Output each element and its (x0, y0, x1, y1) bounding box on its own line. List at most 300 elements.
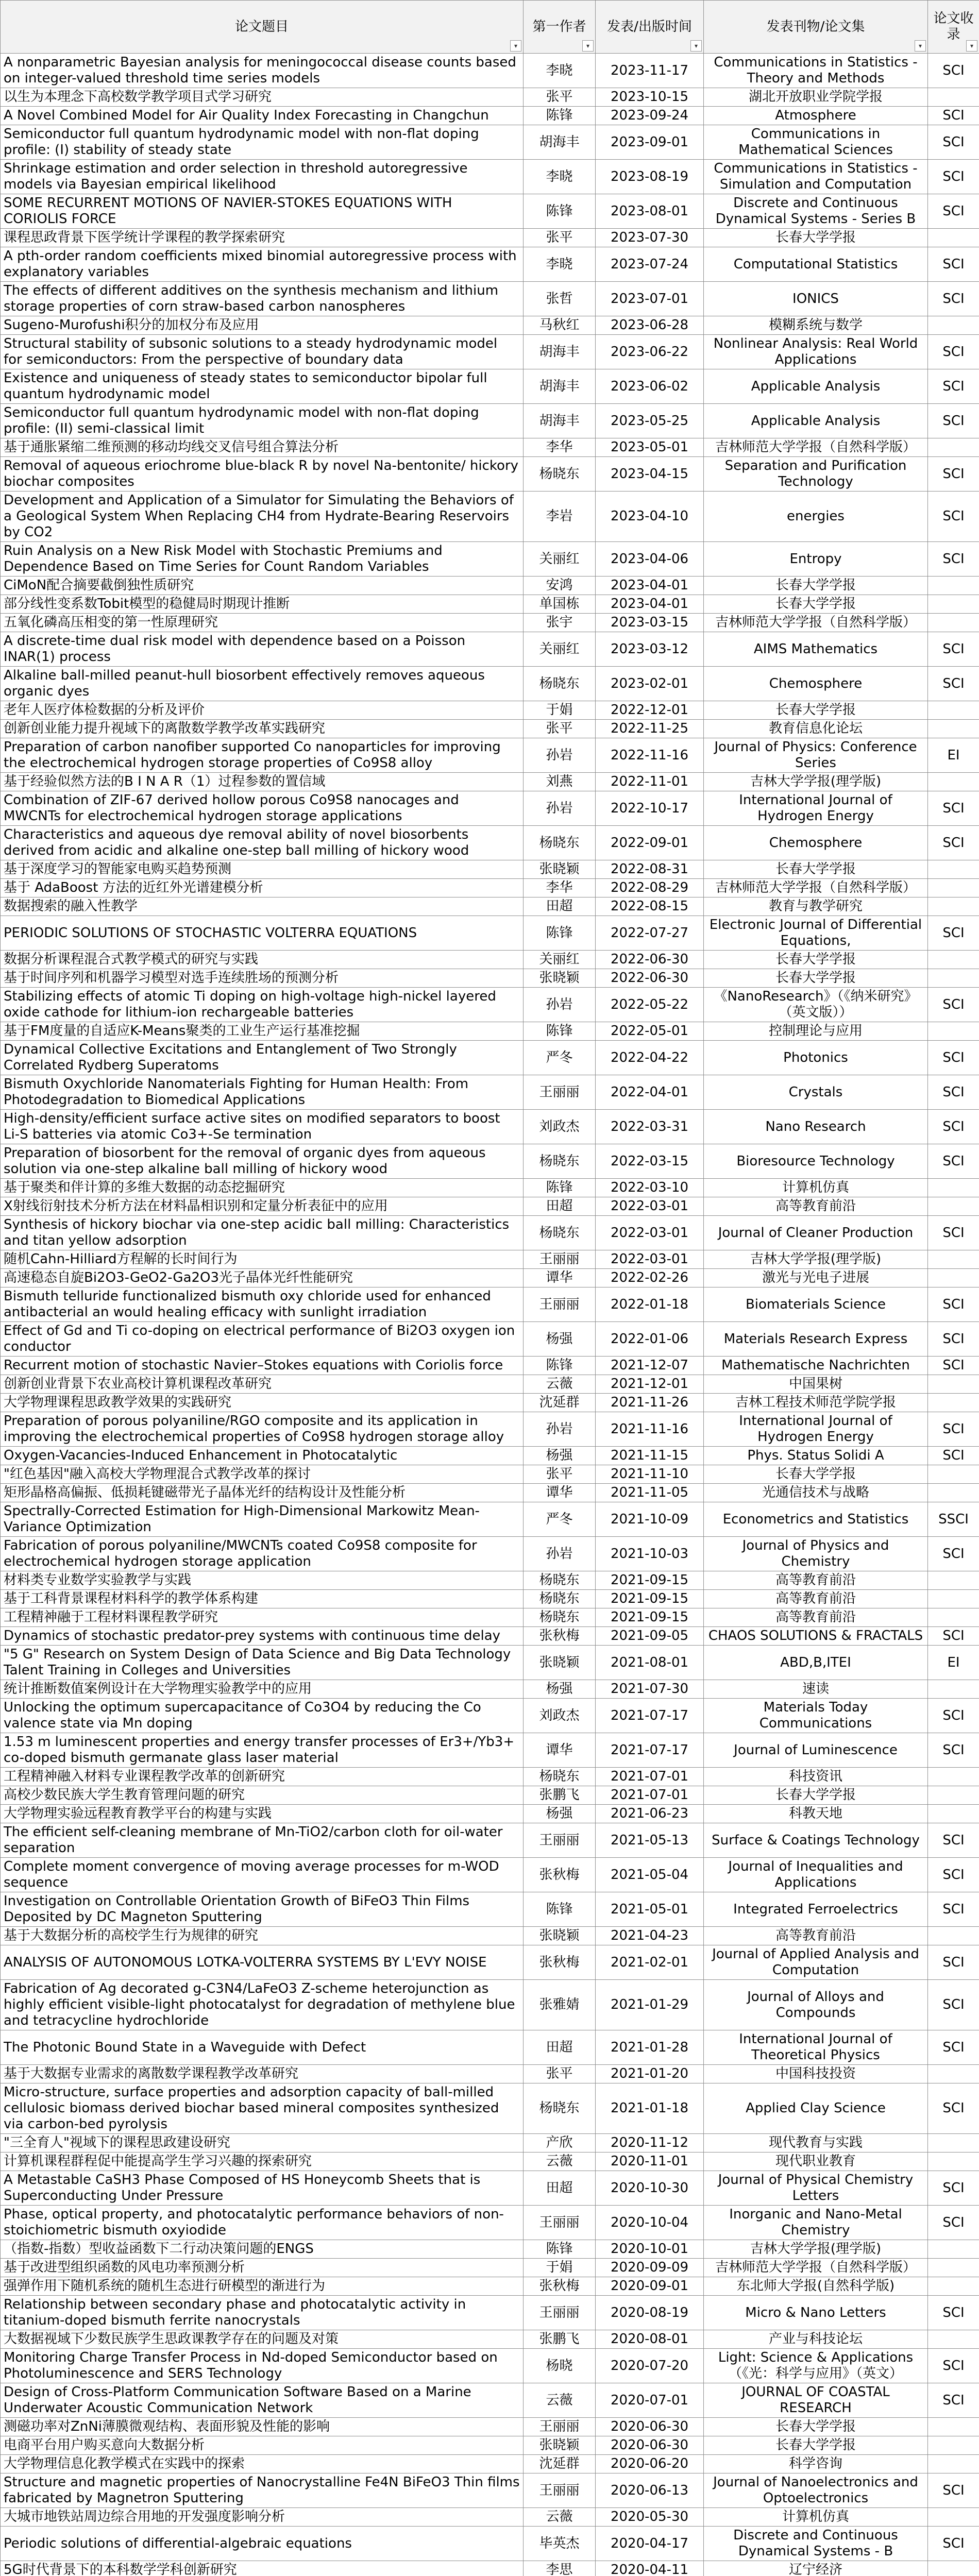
author-cell[interactable]: 胡海丰 (524, 369, 596, 404)
venue-cell[interactable]: 高等教育前沿 (704, 1927, 928, 1945)
author-cell[interactable]: 严冬 (524, 1502, 596, 1537)
author-cell[interactable]: 杨晓 (524, 2349, 596, 2383)
date-cell[interactable]: 2022-07-27 (596, 916, 704, 951)
venue-cell[interactable]: Nonlinear Analysis: Real World Applications (704, 335, 928, 369)
date-cell[interactable]: 2020-10-01 (596, 2240, 704, 2259)
title-cell[interactable]: 数据分析课程混合式教学模式的研究与实践 (1, 951, 524, 969)
date-cell[interactable]: 2021-01-20 (596, 2065, 704, 2083)
title-cell[interactable]: SOME RECURRENT MOTIONS OF NAVIER-STOKES EQUATIONS WITH CORIOLIS FORCE (1, 194, 524, 229)
venue-cell[interactable]: energies (704, 492, 928, 542)
venue-cell[interactable]: Journal of Luminescence (704, 1733, 928, 1768)
venue-cell[interactable]: 辽宁经济 (704, 2561, 928, 2576)
column-header-author[interactable] (524, 1, 596, 54)
venue-cell[interactable]: Bioresource Technology (704, 1144, 928, 1179)
title-cell[interactable]: Dynamics of stochastic predator-prey systems with continuous time delay (1, 1627, 524, 1646)
date-cell[interactable]: 2020-05-30 (596, 2508, 704, 2527)
venue-cell[interactable]: 吉林师范大学学报（自然科学版） (704, 614, 928, 632)
date-cell[interactable]: 2023-07-24 (596, 247, 704, 282)
date-cell[interactable]: 2022-03-10 (596, 1179, 704, 1197)
date-cell[interactable]: 2023-10-15 (596, 88, 704, 107)
index-cell[interactable] (928, 1786, 979, 1805)
date-cell[interactable]: 2020-10-30 (596, 2171, 704, 2206)
venue-cell[interactable]: Surface & Coatings Technology (704, 1823, 928, 1858)
index-cell[interactable] (928, 2418, 979, 2436)
venue-cell[interactable]: 长春大学学报 (704, 577, 928, 595)
date-cell[interactable]: 2021-05-04 (596, 1858, 704, 1892)
date-cell[interactable]: 2023-07-30 (596, 229, 704, 247)
venue-cell[interactable]: 计算机仿真 (704, 1179, 928, 1197)
index-cell[interactable]: SCI (928, 1041, 979, 1075)
date-cell[interactable]: 2021-12-07 (596, 1357, 704, 1375)
index-cell[interactable]: EI (928, 738, 979, 773)
title-cell[interactable]: 大学物理实验远程教育教学平台的构建与实践 (1, 1805, 524, 1823)
date-cell[interactable]: 2023-04-06 (596, 542, 704, 577)
venue-cell[interactable]: International Journal of Theoretical Physics (704, 2030, 928, 2065)
date-cell[interactable]: 2022-08-15 (596, 897, 704, 916)
index-cell[interactable] (928, 1197, 979, 1216)
index-cell[interactable]: SCI (928, 404, 979, 438)
venue-cell[interactable]: 吉林师范大学学报（自然科学版） (704, 438, 928, 457)
author-cell[interactable]: 王丽丽 (524, 1823, 596, 1858)
venue-cell[interactable]: Chemosphere (704, 667, 928, 701)
venue-cell[interactable]: Integrated Ferroelectrics (704, 1892, 928, 1927)
venue-cell[interactable]: 现代教育与实践 (704, 2134, 928, 2153)
date-cell[interactable]: 2020-08-19 (596, 2296, 704, 2330)
title-cell[interactable]: Structural stability of subsonic solutions to a steady hydrodynamic model for semiconductors: From the perspective of boundary data (1, 335, 524, 369)
title-cell[interactable]: Structure and magnetic properties of Nanocrystalline Fe4N BiFeO3 Thin films fabricated by Magnetron Sputtering (1, 2473, 524, 2508)
author-cell[interactable]: 王丽丽 (524, 1075, 596, 1110)
title-cell[interactable]: The efficient self-cleaning membrane of Mn-TiO2/carbon cloth for oil-water separation (1, 1823, 524, 1858)
index-cell[interactable] (928, 720, 979, 738)
title-cell[interactable]: 材料类专业数学实验教学与实践 (1, 1571, 524, 1590)
date-cell[interactable]: 2021-07-17 (596, 1733, 704, 1768)
title-cell[interactable]: 基于经验似然方法的B I N A R（1）过程参数的置信域 (1, 773, 524, 791)
index-cell[interactable]: SCI (928, 194, 979, 229)
author-cell[interactable]: 沈延群 (524, 2455, 596, 2473)
author-cell[interactable]: 于娟 (524, 701, 596, 720)
index-cell[interactable] (928, 1805, 979, 1823)
date-cell[interactable]: 2022-11-25 (596, 720, 704, 738)
index-cell[interactable]: SCI (928, 542, 979, 577)
author-cell[interactable]: 张秋梅 (524, 1858, 596, 1892)
date-cell[interactable]: 2020-11-12 (596, 2134, 704, 2153)
date-cell[interactable]: 2022-11-01 (596, 773, 704, 791)
author-cell[interactable]: 云薇 (524, 2153, 596, 2171)
title-cell[interactable]: Removal of aqueous eriochrome blue-black R by novel Na-bentonite/ hickory biochar composites (1, 457, 524, 492)
index-cell[interactable] (928, 1927, 979, 1945)
date-cell[interactable]: 2023-05-25 (596, 404, 704, 438)
index-cell[interactable] (928, 614, 979, 632)
venue-cell[interactable]: CHAOS SOLUTIONS & FRACTALS (704, 1627, 928, 1646)
author-cell[interactable]: 产欣 (524, 2134, 596, 2153)
title-cell[interactable]: Fabrication of Ag decorated g-C3N4/LaFeO3 Z-scheme heterojunction as highly efficient visible-light photocatalyst for degradation of methylene blue and tetracycline hydrochloride (1, 1980, 524, 2030)
dropdown-arrow-icon[interactable]: ▾ (510, 40, 521, 52)
index-cell[interactable]: SCI (928, 2083, 979, 2134)
venue-cell[interactable]: International Journal of Hydrogen Energy (704, 1412, 928, 1447)
date-cell[interactable]: 2023-06-28 (596, 316, 704, 335)
title-cell[interactable]: "红色基因"融入高校大学物理混合式教学改革的探讨 (1, 1465, 524, 1484)
title-cell[interactable]: Ruin Analysis on a New Risk Model with Stochastic Premiums and Dependence Based on Time Series for Count Random Variables (1, 542, 524, 577)
title-cell[interactable]: Complete moment convergence of moving average processes for m-WOD sequence (1, 1858, 524, 1892)
index-cell[interactable]: SCI (928, 1858, 979, 1892)
date-cell[interactable]: 2022-08-31 (596, 860, 704, 879)
title-cell[interactable]: Shrinkage estimation and order selection in threshold autoregressive models via Bayesian empirical likelihood (1, 160, 524, 194)
date-cell[interactable]: 2022-04-22 (596, 1041, 704, 1075)
title-cell[interactable]: 数据搜索的融入性教学 (1, 897, 524, 916)
title-cell[interactable]: Sugeno-Murofushi积分的加权分布及应用 (1, 316, 524, 335)
author-cell[interactable]: 王丽丽 (524, 2206, 596, 2240)
index-cell[interactable]: SCI (928, 54, 979, 88)
date-cell[interactable]: 2022-10-17 (596, 791, 704, 826)
date-cell[interactable]: 2020-09-01 (596, 2277, 704, 2296)
title-cell[interactable]: Combination of ZIF-67 derived hollow porous Co9S8 nanocages and MWCNTs for electrochemical hydrogen storage applications (1, 791, 524, 826)
author-cell[interactable]: 张宇 (524, 614, 596, 632)
title-cell[interactable]: A nonparametric Bayesian analysis for meningococcal disease counts based on integer-valued threshold time series models (1, 54, 524, 88)
date-cell[interactable]: 2020-07-20 (596, 2349, 704, 2383)
title-cell[interactable]: Monitoring Charge Transfer Process in Nd-doped Semiconductor based on Photoluminescence and SERS Technology (1, 2349, 524, 2383)
date-cell[interactable]: 2021-12-01 (596, 1375, 704, 1394)
title-cell[interactable]: 部分线性变系数Tobit模型的稳健局时期现计推断 (1, 595, 524, 614)
date-cell[interactable]: 2021-07-17 (596, 1699, 704, 1733)
author-cell[interactable]: 云薇 (524, 1375, 596, 1394)
date-cell[interactable]: 2023-03-12 (596, 632, 704, 667)
author-cell[interactable]: 杨晓东 (524, 667, 596, 701)
title-cell[interactable]: 基于时间序列和机器学习模型对选手连续胜场的预测分析 (1, 969, 524, 988)
author-cell[interactable]: 杨晓东 (524, 826, 596, 860)
author-cell[interactable]: 王丽丽 (524, 1287, 596, 1322)
venue-cell[interactable]: 吉林大学学报(理学版) (704, 1250, 928, 1269)
venue-cell[interactable]: Journal of Nanoelectronics and Optoelectronics (704, 2473, 928, 2508)
author-cell[interactable]: 杨晓东 (524, 1144, 596, 1179)
title-cell[interactable]: Recurrent motion of stochastic Navier–Stokes equations with Coriolis force (1, 1357, 524, 1375)
index-cell[interactable]: SCI (928, 107, 979, 125)
index-cell[interactable]: SCI (928, 1699, 979, 1733)
author-cell[interactable]: 关丽红 (524, 951, 596, 969)
index-cell[interactable]: SCI (928, 1447, 979, 1465)
date-cell[interactable]: 2023-02-01 (596, 667, 704, 701)
index-cell[interactable]: SCI (928, 632, 979, 667)
date-cell[interactable]: 2022-03-15 (596, 1144, 704, 1179)
title-cell[interactable]: 基于深度学习的智能家电购买趋势预测 (1, 860, 524, 879)
title-cell[interactable]: Development and Application of a Simulator for Simulating the Behaviors of a Geological System When Replacing CH4 from Hydrate-Bearing Reservoirs by CO2 (1, 492, 524, 542)
author-cell[interactable]: 陈锋 (524, 1179, 596, 1197)
title-cell[interactable]: 创新创业背景下农业高校计算机课程改革研究 (1, 1375, 524, 1394)
index-cell[interactable] (928, 701, 979, 720)
title-cell[interactable]: 计算机课程群程促中能提高学生学习兴趣的探索研究 (1, 2153, 524, 2171)
column-header-title[interactable] (1, 1, 524, 54)
venue-cell[interactable]: Materials Research Express (704, 1322, 928, 1357)
index-cell[interactable]: SCI (928, 2171, 979, 2206)
venue-cell[interactable]: Journal of Physics and Chemistry (704, 1537, 928, 1571)
title-cell[interactable]: 基于改进型组织函数的风电功率预测分析 (1, 2259, 524, 2277)
title-cell[interactable]: 矩形晶格高偏振、低损耗键磁带光子晶体光纤的结构设计及性能分析 (1, 1484, 524, 1502)
venue-cell[interactable]: Light: Science & Applications（《光：科学与应用》（英文） (704, 2349, 928, 2383)
author-cell[interactable]: 陈锋 (524, 1022, 596, 1041)
venue-cell[interactable]: International Journal of Hydrogen Energy (704, 791, 928, 826)
title-cell[interactable]: 强弹作用下随机系统的随机生态进行研模型的渐进行为 (1, 2277, 524, 2296)
date-cell[interactable]: 2022-03-31 (596, 1110, 704, 1144)
date-cell[interactable]: 2022-11-16 (596, 738, 704, 773)
title-cell[interactable]: 基于通胀紧缩二维预测的移动均线交叉信号组合算法分析 (1, 438, 524, 457)
title-cell[interactable]: （指数-指数）型收益函数下二行动决策问题的ENGS (1, 2240, 524, 2259)
column-header-index[interactable] (928, 1, 979, 54)
index-cell[interactable] (928, 88, 979, 107)
index-cell[interactable]: SCI (928, 2030, 979, 2065)
venue-cell[interactable]: Communications in Statistics - Theory and Methods (704, 54, 928, 88)
index-cell[interactable] (928, 2508, 979, 2527)
author-cell[interactable]: 田超 (524, 897, 596, 916)
title-cell[interactable]: 测磁功率对ZnNi薄膜微观结构、表面形貌及性能的影响 (1, 2418, 524, 2436)
title-cell[interactable]: 工程精神融入材料专业课程教学改革的创新研究 (1, 1768, 524, 1786)
author-cell[interactable]: 李岩 (524, 492, 596, 542)
author-cell[interactable]: 关丽红 (524, 542, 596, 577)
date-cell[interactable]: 2021-11-10 (596, 1465, 704, 1484)
index-cell[interactable]: SCI (928, 1980, 979, 2030)
venue-cell[interactable]: Discrete and Continuous Dynamical Systems - B (704, 2527, 928, 2561)
date-cell[interactable]: 2021-09-05 (596, 1627, 704, 1646)
venue-cell[interactable]: 长春大学学报 (704, 1786, 928, 1805)
index-cell[interactable] (928, 2240, 979, 2259)
date-cell[interactable]: 2021-06-23 (596, 1805, 704, 1823)
title-cell[interactable]: "5 G" Research on System Design of Data Science and Big Data Technology Talent Training in Colleges and Universities (1, 1646, 524, 1680)
author-cell[interactable]: 杨强 (524, 1447, 596, 1465)
title-cell[interactable]: Investigation on Controllable Orientation Growth of BiFeO3 Thin Films Deposited by DC Magneton Sputtering (1, 1892, 524, 1927)
index-cell[interactable] (928, 1250, 979, 1269)
author-cell[interactable]: 沈延群 (524, 1394, 596, 1412)
venue-cell[interactable]: Applicable Analysis (704, 369, 928, 404)
index-cell[interactable]: SCI (928, 1322, 979, 1357)
title-cell[interactable]: Stabilizing effects of atomic Ti doping on high-voltage high-nickel layered oxide cathode for lithium-ion rechargeable batteries (1, 988, 524, 1022)
date-cell[interactable]: 2022-05-01 (596, 1022, 704, 1041)
venue-cell[interactable]: 计算机仿真 (704, 2508, 928, 2527)
title-cell[interactable]: Micro-structure, surface properties and adsorption capacity of ball-milled cellulosic biomass derived biochar based mineral composites synthesized via carbon-bed pyrolysis (1, 2083, 524, 2134)
date-cell[interactable]: 2021-07-01 (596, 1786, 704, 1805)
author-cell[interactable]: 李晓 (524, 247, 596, 282)
author-cell[interactable]: 李思 (524, 2561, 596, 2576)
title-cell[interactable]: 大数据视域下少数民族学生思政课教学存在的问题及对策 (1, 2330, 524, 2349)
date-cell[interactable]: 2020-11-01 (596, 2153, 704, 2171)
index-cell[interactable] (928, 595, 979, 614)
venue-cell[interactable]: 高等教育前沿 (704, 1590, 928, 1608)
title-cell[interactable]: 统计推断数值案例设计在大学物理实验教学中的应用 (1, 1680, 524, 1699)
title-cell[interactable]: 大城市地铁站周边综合用地的开发强度影响分析 (1, 2508, 524, 2527)
title-cell[interactable]: 基于大数据分析的高校学生行为规律的研究 (1, 1927, 524, 1945)
author-cell[interactable]: 陈锋 (524, 916, 596, 951)
venue-cell[interactable]: Materials Today Communications (704, 1699, 928, 1733)
dropdown-arrow-icon[interactable]: ▾ (915, 40, 926, 52)
author-cell[interactable]: 胡海丰 (524, 125, 596, 160)
title-cell[interactable]: Relationship between secondary phase and photocatalytic activity in titanium-doped bismuth ferrite nanocrystals (1, 2296, 524, 2330)
author-cell[interactable]: 陈锋 (524, 107, 596, 125)
venue-cell[interactable]: Journal of Alloys and Compounds (704, 1980, 928, 2030)
venue-cell[interactable]: Communications in Mathematical Sciences (704, 125, 928, 160)
date-cell[interactable]: 2023-09-24 (596, 107, 704, 125)
venue-cell[interactable]: 湖北开放职业学院学报 (704, 88, 928, 107)
title-cell[interactable]: 基于大数据专业需求的离散数学课程教学改革研究 (1, 2065, 524, 2083)
author-cell[interactable]: 谭华 (524, 1484, 596, 1502)
venue-cell[interactable]: 模糊系统与数学 (704, 316, 928, 335)
author-cell[interactable]: 杨强 (524, 1805, 596, 1823)
title-cell[interactable]: 1.53 m luminescent properties and energy transfer processes of Er3+/Yb3+ co-doped bismuth germanate glass laser material (1, 1733, 524, 1768)
date-cell[interactable]: 2020-06-20 (596, 2455, 704, 2473)
title-cell[interactable]: A Novel Combined Model for Air Quality Index Forecasting in Changchun (1, 107, 524, 125)
date-cell[interactable]: 2021-11-05 (596, 1484, 704, 1502)
venue-cell[interactable]: Econometrics and Statistics (704, 1502, 928, 1537)
author-cell[interactable]: 胡海丰 (524, 335, 596, 369)
title-cell[interactable]: 基于 AdaBoost 方法的近红外光谱建模分析 (1, 879, 524, 897)
title-cell[interactable]: Bismuth telluride functionalized bismuth oxy chloride used for enhanced antibacterial an would healing efficacy with sunlight irradiation (1, 1287, 524, 1322)
venue-cell[interactable]: 中国果树 (704, 1375, 928, 1394)
venue-cell[interactable]: Separation and Purification Technology (704, 457, 928, 492)
index-cell[interactable]: SCI (928, 1287, 979, 1322)
date-cell[interactable]: 2021-09-15 (596, 1571, 704, 1590)
author-cell[interactable]: 杨晓东 (524, 1768, 596, 1786)
dropdown-arrow-icon[interactable]: ▾ (582, 40, 594, 52)
venue-cell[interactable]: 产业与科技论坛 (704, 2330, 928, 2349)
date-cell[interactable]: 2020-06-30 (596, 2418, 704, 2436)
author-cell[interactable]: 田超 (524, 2171, 596, 2206)
index-cell[interactable] (928, 1484, 979, 1502)
author-cell[interactable]: 张平 (524, 1465, 596, 1484)
index-cell[interactable]: SCI (928, 2527, 979, 2561)
title-cell[interactable]: 大学物理课程思政教学效果的实践研究 (1, 1394, 524, 1412)
author-cell[interactable]: 杨强 (524, 1680, 596, 1699)
date-cell[interactable]: 2021-05-13 (596, 1823, 704, 1858)
author-cell[interactable]: 孙岩 (524, 791, 596, 826)
venue-cell[interactable]: 教育信息化论坛 (704, 720, 928, 738)
index-cell[interactable] (928, 2561, 979, 2576)
index-cell[interactable]: SCI (928, 457, 979, 492)
author-cell[interactable]: 云薇 (524, 2508, 596, 2527)
title-cell[interactable]: Phase, optical property, and photocatalytic performance behaviors of non-stoichiometric bismuth oxyiodide (1, 2206, 524, 2240)
date-cell[interactable]: 2021-11-26 (596, 1394, 704, 1412)
author-cell[interactable]: 张晓颖 (524, 969, 596, 988)
venue-cell[interactable]: Applied Clay Science (704, 2083, 928, 2134)
venue-cell[interactable]: Journal of Physical Chemistry Letters (704, 2171, 928, 2206)
author-cell[interactable]: 杨晓东 (524, 1590, 596, 1608)
author-cell[interactable]: 胡海丰 (524, 404, 596, 438)
venue-cell[interactable]: Entropy (704, 542, 928, 577)
index-cell[interactable] (928, 2259, 979, 2277)
date-cell[interactable]: 2022-08-29 (596, 879, 704, 897)
date-cell[interactable]: 2023-06-02 (596, 369, 704, 404)
title-cell[interactable]: Preparation of carbon nanofiber supported Co nanoparticles for improving the electrochemical hydrogen storage properties of Co9S8 alloy (1, 738, 524, 773)
author-cell[interactable]: 杨晓东 (524, 2083, 596, 2134)
title-cell[interactable]: Bismuth Oxychloride Nanomaterials Fighting for Human Health: From Photodegradation to Biomedical Applications (1, 1075, 524, 1110)
title-cell[interactable]: "三全育人"视域下的课程思政建设研究 (1, 2134, 524, 2153)
venue-cell[interactable]: Chemosphere (704, 826, 928, 860)
index-cell[interactable]: SCI (928, 988, 979, 1022)
date-cell[interactable]: 2020-04-17 (596, 2527, 704, 2561)
author-cell[interactable]: 孙岩 (524, 1412, 596, 1447)
title-cell[interactable]: Alkaline ball-milled peanut-hull biosorbent effectively removes aqueous organic dyes (1, 667, 524, 701)
author-cell[interactable]: 李华 (524, 438, 596, 457)
author-cell[interactable]: 田超 (524, 2030, 596, 2065)
title-cell[interactable]: Oxygen-Vacancies-Induced Enhancement in Photocatalytic (1, 1447, 524, 1465)
title-cell[interactable]: High-density/efficient surface active sites on modified separators to boost Li-S batteries via atomic Co3+-Se termination (1, 1110, 524, 1144)
index-cell[interactable] (928, 438, 979, 457)
venue-cell[interactable]: JOURNAL OF COASTAL RESEARCH (704, 2383, 928, 2418)
author-cell[interactable]: 杨晓东 (524, 1571, 596, 1590)
venue-cell[interactable]: Communications in Statistics - Simulation and Computation (704, 160, 928, 194)
title-cell[interactable]: 老年人医疗体检数据的分析及评价 (1, 701, 524, 720)
venue-cell[interactable]: 长春大学学报 (704, 701, 928, 720)
author-cell[interactable]: 张晓颖 (524, 1646, 596, 1680)
title-cell[interactable]: 以生为本理念下高校数学教学项目式学习研究 (1, 88, 524, 107)
title-cell[interactable]: 高校少数民族大学生教育管理问题的研究 (1, 1786, 524, 1805)
venue-cell[interactable]: 吉林师范大学学报（自然科学版） (704, 879, 928, 897)
title-cell[interactable]: Preparation of biosorbent for the removal of organic dyes from aqueous solution via one-step alkaline ball milling of hickory wood (1, 1144, 524, 1179)
index-cell[interactable] (928, 879, 979, 897)
venue-cell[interactable]: 长春大学学报 (704, 1465, 928, 1484)
author-cell[interactable]: 安鸿 (524, 577, 596, 595)
venue-cell[interactable]: 光通信技术与战略 (704, 1484, 928, 1502)
title-cell[interactable]: 课程思政背景下医学统计学课程的教学探索研究 (1, 229, 524, 247)
date-cell[interactable]: 2021-08-01 (596, 1646, 704, 1680)
index-cell[interactable]: SCI (928, 1357, 979, 1375)
venue-cell[interactable]: 长春大学学报 (704, 2436, 928, 2455)
venue-cell[interactable]: AIMS Mathematics (704, 632, 928, 667)
venue-cell[interactable]: 长春大学学报 (704, 860, 928, 879)
venue-cell[interactable]: 高等教育前沿 (704, 1197, 928, 1216)
venue-cell[interactable]: 高等教育前沿 (704, 1608, 928, 1627)
title-cell[interactable]: Synthesis of hickory biochar via one-step acidic ball milling: Characteristics and titan yellow adsorption (1, 1216, 524, 1250)
venue-cell[interactable]: Crystals (704, 1075, 928, 1110)
author-cell[interactable]: 王丽丽 (524, 2418, 596, 2436)
date-cell[interactable]: 2023-07-01 (596, 282, 704, 316)
venue-cell[interactable]: Phys. Status Solidi A (704, 1447, 928, 1465)
author-cell[interactable]: 孙岩 (524, 988, 596, 1022)
index-cell[interactable] (928, 2277, 979, 2296)
author-cell[interactable]: 严冬 (524, 1041, 596, 1075)
index-cell[interactable]: SCI (928, 1110, 979, 1144)
date-cell[interactable]: 2021-02-01 (596, 1945, 704, 1980)
date-cell[interactable]: 2021-10-09 (596, 1502, 704, 1537)
venue-cell[interactable]: 科学咨询 (704, 2455, 928, 2473)
author-cell[interactable]: 谭华 (524, 1733, 596, 1768)
author-cell[interactable]: 张晓颖 (524, 2436, 596, 2455)
date-cell[interactable]: 2023-04-15 (596, 457, 704, 492)
venue-cell[interactable]: Nano Research (704, 1110, 928, 1144)
author-cell[interactable]: 云薇 (524, 2383, 596, 2418)
date-cell[interactable]: 2021-11-16 (596, 1412, 704, 1447)
title-cell[interactable]: Spectrally-Corrected Estimation for High-Dimensional Markowitz Mean-Variance Optimization (1, 1502, 524, 1537)
title-cell[interactable]: Effect of Gd and Ti co-doping on electrical performance of Bi2O3 oxygen ion conductor (1, 1322, 524, 1357)
venue-cell[interactable]: 吉林师范大学学报（自然科学版） (704, 2259, 928, 2277)
author-cell[interactable]: 王丽丽 (524, 2473, 596, 2508)
author-cell[interactable]: 李晓 (524, 160, 596, 194)
index-cell[interactable]: SCI (928, 2473, 979, 2508)
date-cell[interactable]: 2023-04-10 (596, 492, 704, 542)
date-cell[interactable]: 2021-01-29 (596, 1980, 704, 2030)
index-cell[interactable]: SCI (928, 2206, 979, 2240)
date-cell[interactable]: 2021-11-15 (596, 1447, 704, 1465)
index-cell[interactable]: SCI (928, 335, 979, 369)
date-cell[interactable]: 2021-05-01 (596, 1892, 704, 1927)
index-cell[interactable]: EI (928, 1646, 979, 1680)
venue-cell[interactable]: 东北师大学报(自然科学版) (704, 2277, 928, 2296)
index-cell[interactable]: SCI (928, 1537, 979, 1571)
title-cell[interactable]: 工程精神融于工程材料课程教学研究 (1, 1608, 524, 1627)
venue-cell[interactable]: 长春大学学报 (704, 2418, 928, 2436)
index-cell[interactable]: SCI (928, 1075, 979, 1110)
index-cell[interactable] (928, 1179, 979, 1197)
venue-cell[interactable]: 长春大学学报 (704, 969, 928, 988)
author-cell[interactable]: 王丽丽 (524, 2296, 596, 2330)
index-cell[interactable] (928, 969, 979, 988)
author-cell[interactable]: 张秋梅 (524, 1627, 596, 1646)
index-cell[interactable] (928, 316, 979, 335)
